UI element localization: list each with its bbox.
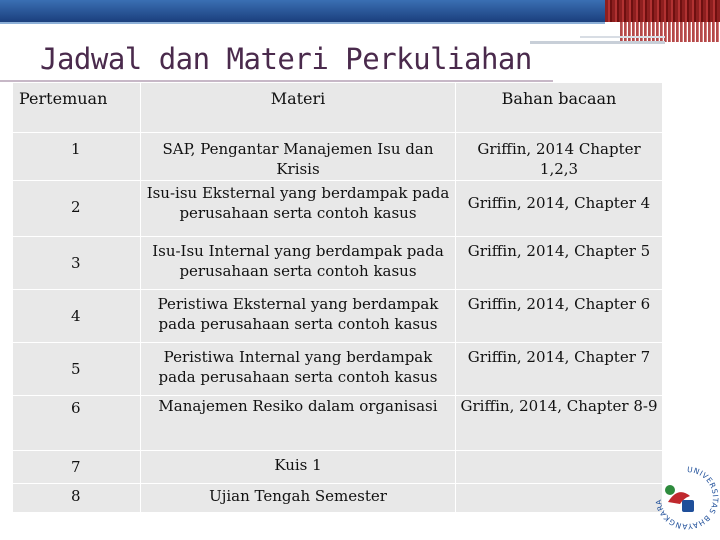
cell-materi: Kuis 1 — [141, 451, 456, 484]
cell-materi: Manajemen Resiko dalam organisasi — [141, 396, 456, 451]
schedule-table-container — [12, 82, 663, 513]
cell-pertemuan: 1 — [13, 133, 141, 181]
table-row — [13, 396, 663, 451]
header-red-stripes — [620, 22, 720, 42]
cell-bahan: Griffin, 2014, Chapter 7 — [456, 343, 663, 396]
cell-bahan: Griffin, 2014, Chapter 4 — [456, 181, 663, 237]
table-row — [13, 290, 663, 343]
cell-materi: Isu-isu Eksternal yang berdampak pada perusahaan serta contoh kasus — [141, 181, 456, 237]
logo-ring-text: UNIVERSITAS BHAYANGKARA — [654, 464, 720, 532]
cell-materi: Ujian Tengah Semester — [141, 484, 456, 513]
header-blue-bar — [0, 0, 605, 24]
header-materi: Materi — [141, 83, 456, 133]
cell-pertemuan: 2 — [13, 181, 141, 237]
cell-materi: Peristiwa Eksternal yang berdampak pada perusahaan serta contoh kasus — [141, 290, 456, 343]
cell-materi: SAP, Pengantar Manajemen Isu dan Krisis — [141, 133, 456, 181]
header-red-bar — [605, 0, 720, 22]
cell-bahan: Griffin, 2014 Chapter 1,2,3 — [456, 133, 663, 181]
table-row — [13, 133, 663, 181]
cell-pertemuan: 5 — [13, 343, 141, 396]
schedule-table — [12, 82, 663, 513]
cell-pertemuan: 4 — [13, 290, 141, 343]
cell-pertemuan: 6 — [13, 396, 141, 451]
table-row — [13, 484, 663, 513]
cell-pertemuan: 3 — [13, 237, 141, 290]
cell-pertemuan: 7 — [13, 451, 141, 484]
table-row — [13, 451, 663, 484]
slide-title: Jadwal dan Materi Perkuliahan — [40, 42, 532, 76]
university-logo-icon — [654, 460, 720, 540]
header-bahan-bacaan: Bahan bacaan — [456, 83, 663, 133]
cell-bahan — [456, 484, 663, 513]
table-header-row — [13, 83, 663, 133]
table-row — [13, 343, 663, 396]
cell-materi: Isu-Isu Internal yang berdampak pada perusahaan serta contoh kasus — [141, 237, 456, 290]
table-row — [13, 237, 663, 290]
table-row — [13, 181, 663, 237]
accent-line — [530, 41, 665, 44]
cell-bahan: Griffin, 2014, Chapter 8-9 — [456, 396, 663, 451]
cell-bahan — [456, 451, 663, 484]
header-pertemuan: Pertemuan — [13, 83, 141, 133]
cell-bahan: Griffin, 2014, Chapter 6 — [456, 290, 663, 343]
cell-pertemuan: 8 — [13, 484, 141, 513]
cell-bahan: Griffin, 2014, Chapter 5 — [456, 237, 663, 290]
svg-text:UNIVERSITAS BHAYANGKARA — [654, 465, 720, 531]
cell-materi: Peristiwa Internal yang berdampak pada perusahaan serta contoh kasus — [141, 343, 456, 396]
accent-line — [580, 36, 665, 38]
